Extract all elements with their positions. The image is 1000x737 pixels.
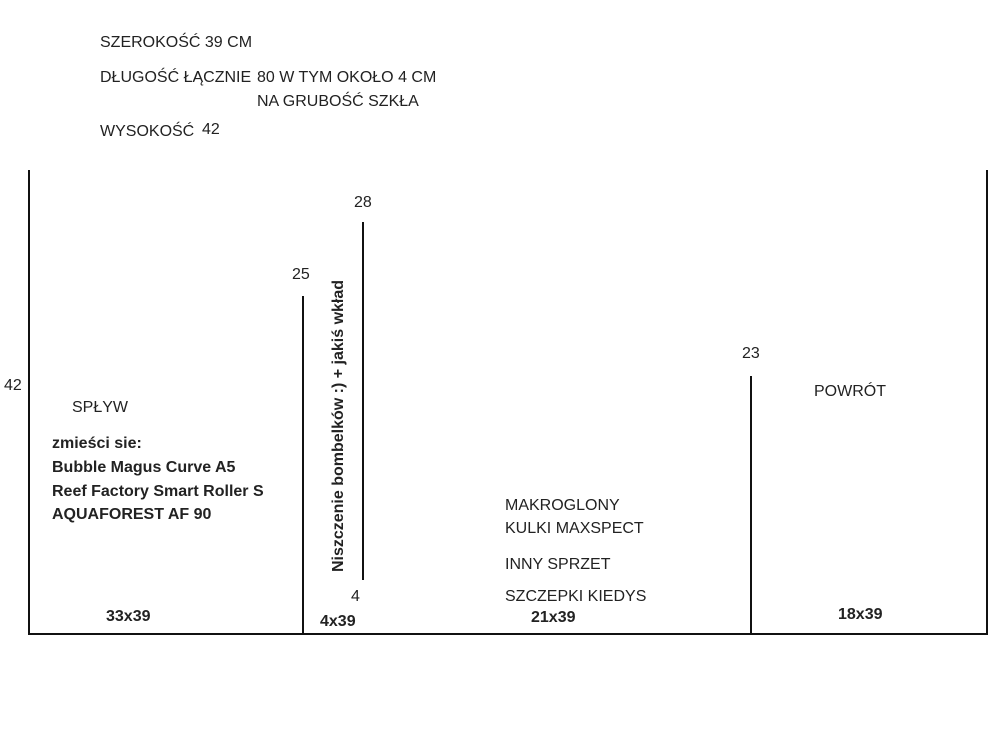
width-label: SZEROKOŚĆ 39 CM [100,34,253,51]
partition-wall-3 [750,376,752,633]
fits-heading: zmieści sie: [52,435,142,452]
middle-line-3: INNY SPRZET [505,556,611,573]
return-title: POWRÓT [814,383,886,400]
partition-wall-2 [362,222,364,580]
length-value-line2: NA GRUBOŚĆ SZKŁA [257,93,419,110]
overflow-size: 33x39 [106,608,151,625]
left-height-label: 42 [4,377,22,394]
height-label: WYSOKOŚĆ [100,123,195,140]
length-value-line1: 80 W TYM OKOŁO 4 CM [257,69,437,86]
middle-size: 21x39 [531,609,576,626]
equipment-item: Reef Factory Smart Roller S [52,483,264,500]
middle-line-1: MAKROGLONY [505,497,620,514]
bubble-trap-label: Niszczenie bombelków :) + jakiś wkład [330,279,347,573]
partition-wall-1 [302,296,304,633]
length-label: DŁUGOŚĆ ŁĄCZNIE [100,69,252,86]
tank-right-wall [986,170,988,635]
wall-3-height-label: 23 [742,345,760,362]
bubble-trap-size: 4x39 [320,613,356,630]
middle-line-4: SZCZEPKI KIEDYS [505,588,647,605]
wall-2-height-label: 28 [354,194,372,211]
height-value: 42 [202,121,220,138]
equipment-item: AQUAFOREST AF 90 [52,506,212,523]
wall-2-gap-label: 4 [351,588,360,605]
wall-1-height-label: 25 [292,266,310,283]
tank-left-wall [28,170,30,635]
overflow-title: SPŁYW [72,399,129,416]
return-size: 18x39 [838,606,883,623]
middle-line-2: KULKI MAXSPECT [505,520,644,537]
equipment-item: Bubble Magus Curve A5 [52,459,236,476]
tank-bottom [28,633,988,635]
